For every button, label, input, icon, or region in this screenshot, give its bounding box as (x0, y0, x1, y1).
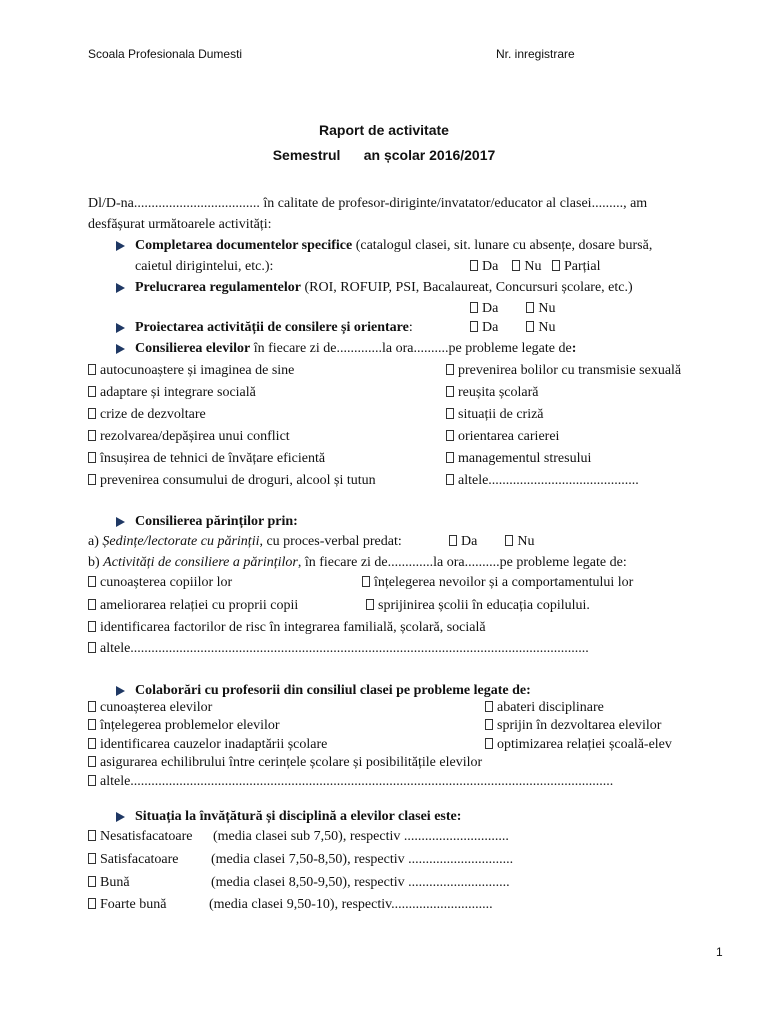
parent-meetings-line (88, 533, 402, 551)
page-number: 1 (716, 945, 723, 959)
grade-level-detail: (media clasei 7,50-8,50), respectiv .............................. (211, 852, 514, 867)
parent-meetings-label: Ședințe/lectorate cu părinții (102, 534, 260, 549)
section-documents-line-1 (135, 237, 652, 255)
checkbox-icon (88, 719, 96, 730)
checkbox-icon (485, 701, 493, 712)
checkbox-icon (88, 430, 96, 441)
student-topic-label: adaptare și integrare socială (100, 385, 256, 400)
parent-topic-label: sprijinirea școlii în educația copilului. (378, 598, 590, 613)
parent-activities-line (88, 554, 627, 572)
section-student-counseling-line (135, 340, 576, 358)
checkbox-icon (88, 701, 96, 712)
checkbox-icon (449, 535, 457, 546)
bullet-arrow-icon (116, 283, 125, 293)
section-planning-options (470, 319, 555, 337)
checkbox-icon (470, 321, 478, 332)
option-da-label: Da (461, 534, 478, 549)
page-subtitle (0, 147, 768, 163)
checkbox-icon (446, 386, 454, 397)
section-documents-title: Completarea documentelor specifice (135, 238, 353, 253)
student-topic-label: managementul stresului (458, 451, 592, 466)
student-topic-item[interactable] (446, 472, 639, 490)
checkbox-icon (485, 738, 493, 749)
checkbox-icon (88, 452, 96, 463)
option-da[interactable] (470, 259, 498, 274)
collab-topic-item[interactable] (485, 699, 604, 717)
option-nu-label: Nu (538, 301, 556, 316)
checkbox-icon (366, 599, 374, 610)
section-regulations-description: (ROI, ROFUIP, PSI, Bacalaureat, Concursuri școlare, etc.) (301, 280, 633, 295)
checkbox-icon (446, 408, 454, 419)
registration-number-label: Nr. inregistrare (496, 47, 575, 61)
student-topic-label: altele........................................... (458, 473, 639, 488)
option-partial[interactable] (552, 259, 601, 274)
checkbox-icon (362, 576, 370, 587)
student-topic-label: însușirea de tehnici de învățare eficientă (100, 451, 326, 466)
grade-level-row[interactable] (88, 851, 179, 869)
grade-level-detail: (media clasei 8,50-9,50), respectiv ............................. (211, 875, 510, 890)
collab-topic-label: abateri disciplinare (497, 700, 604, 715)
checkbox-icon (485, 719, 493, 730)
section-documents-options (470, 258, 601, 276)
parent-meetings-description: , cu proces-verbal predat: (259, 534, 402, 549)
student-topic-item[interactable] (88, 384, 256, 402)
checkbox-icon (88, 599, 96, 610)
parent-topic-item[interactable] (88, 619, 486, 637)
checkbox-icon (88, 876, 96, 887)
student-topic-item[interactable] (446, 450, 591, 468)
option-nu-label: Nu (538, 320, 556, 335)
collab-topic-label: sprijin în dezvoltarea elevilor (497, 718, 662, 733)
checkbox-icon (88, 756, 96, 767)
checkbox-icon (470, 260, 478, 271)
option-nu-label: Nu (524, 259, 542, 274)
collab-topic-item[interactable] (88, 773, 613, 791)
checkbox-icon (512, 260, 520, 271)
section-planning-title: Proiectarea activității de consilere și orientare (135, 320, 409, 335)
grade-level-label: Satisfacatoare (100, 852, 179, 867)
student-topic-label: reușita școlară (458, 385, 539, 400)
parent-topic-label: identificarea factorilor de risc în integrarea familială, școlară, socială (100, 620, 486, 635)
parent-topic-item[interactable] (362, 574, 633, 592)
parent-topic-label: ameliorarea relației cu proprii copii (100, 598, 299, 613)
parent-topic-item[interactable] (88, 597, 298, 615)
section-regulations-line (135, 279, 633, 297)
bullet-arrow-icon (116, 517, 125, 527)
grade-level-row[interactable] (88, 828, 193, 846)
section-student-counseling-colon: : (571, 341, 577, 356)
collab-topic-item[interactable] (485, 717, 661, 735)
student-topic-label: prevenirea bolilor cu transmisie sexuală (458, 363, 682, 378)
parent-topic-label: înțelegerea nevoilor și a comportamentului lor (374, 575, 634, 590)
student-topic-item[interactable] (446, 384, 538, 402)
checkbox-icon (88, 853, 96, 864)
parent-topic-label: altele................................................................................................................................... (100, 641, 589, 656)
checkbox-icon (88, 830, 96, 841)
parent-topic-item[interactable] (88, 640, 589, 658)
option-da[interactable] (470, 301, 498, 316)
collab-topic-item[interactable] (88, 699, 212, 717)
item-a-prefix: a) (88, 534, 103, 549)
section-documents-line-2: caietul dirigintelui, etc.): (135, 259, 274, 274)
student-topic-item[interactable] (88, 472, 376, 490)
student-topic-label: situații de criză (458, 407, 544, 422)
option-nu[interactable] (512, 259, 541, 274)
student-topic-item[interactable] (446, 428, 559, 446)
checkbox-icon (446, 452, 454, 463)
collab-topic-label: identificarea cauzelor inadaptării școlare (100, 737, 328, 752)
section-class-situation-title: Situația la învățătură și disciplină a elevilor clasei este: (135, 809, 462, 824)
intro-line-2: desfășurat următoarele activități: (88, 217, 272, 232)
parent-topic-item[interactable] (88, 574, 232, 592)
grade-level-label: Bună (100, 875, 130, 890)
student-topic-item[interactable] (446, 362, 681, 380)
option-nu[interactable] (526, 320, 555, 335)
checkbox-icon (470, 302, 478, 313)
checkbox-icon (526, 321, 534, 332)
student-topic-label: rezolvarea/depășirea unui conflict (100, 429, 290, 444)
option-da-label: Da (482, 259, 499, 274)
parent-activities-description: , în fiecare zi de.............la ora..........pe probleme legate de: (297, 555, 627, 570)
grade-level-label: Nesatisfacatoare (100, 829, 193, 844)
checkbox-icon (88, 775, 96, 786)
checkbox-icon (552, 260, 560, 271)
grade-level-label: Foarte bună (100, 897, 167, 912)
collab-topic-item[interactable] (485, 736, 672, 754)
section-planning-colon: : (408, 320, 413, 335)
student-topic-item[interactable] (88, 428, 290, 446)
section-regulations-options (470, 300, 555, 318)
checkbox-icon (88, 642, 96, 653)
collab-topic-label: înțelegerea problemelor elevilor (100, 718, 280, 733)
student-topic-item[interactable] (88, 450, 325, 468)
parent-activities-label: Activități de consiliere a părinților (103, 555, 298, 570)
parent-topic-label: cunoașterea copiilor lor (100, 575, 233, 590)
student-topic-item[interactable] (88, 362, 294, 380)
collab-topic-item[interactable] (88, 736, 327, 754)
checkbox-icon (446, 474, 454, 485)
section-student-counseling-description: în fiecare zi de.............la ora..........pe probleme legate de (250, 341, 572, 356)
parent-topic-item[interactable] (366, 597, 590, 615)
intro-line-1: Dl/D-na.................................... în calitate de profesor-diriginte/invatator/educator al clasei........., am (88, 196, 648, 211)
checkbox-icon (88, 408, 96, 419)
option-nu[interactable] (505, 534, 534, 549)
grade-level-detail: (media clasei sub 7,50), respectiv .............................. (213, 829, 509, 844)
page-title: Raport de activitate (319, 122, 449, 138)
collab-topic-label: altele.......................................................................................................................................... (100, 774, 614, 789)
school-name: Scoala Profesionala Dumesti (88, 47, 243, 61)
school-year-label: an școlar 2016/2017 (363, 147, 496, 163)
option-partial-label: Parțial (563, 259, 601, 274)
grade-level-detail: (media clasei 9,50-10), respectiv............................. (209, 897, 493, 912)
student-topic-item[interactable] (88, 406, 206, 424)
checkbox-icon (446, 364, 454, 375)
checkbox-icon (88, 576, 96, 587)
bullet-arrow-icon (116, 241, 125, 251)
item-b-prefix: b) (88, 555, 104, 570)
option-da[interactable] (449, 534, 477, 549)
student-topic-label: autocunoaștere și imaginea de sine (100, 363, 295, 378)
student-topic-label: prevenirea consumului de droguri, alcool și tutun (100, 473, 376, 488)
grade-level-row[interactable] (88, 874, 130, 892)
option-nu[interactable] (526, 301, 555, 316)
semester-label: Semestrul (272, 147, 341, 163)
section-teacher-collaboration-title: Colaborări cu profesorii din consiliul clasei pe probleme legate de: (135, 683, 531, 698)
bullet-arrow-icon (116, 323, 125, 333)
section-documents-description: (catalogul clasei, sit. lunare cu absențe, dosare bursă, (352, 238, 653, 253)
option-da-label: Da (482, 301, 499, 316)
option-nu-label: Nu (517, 534, 535, 549)
checkbox-icon (88, 738, 96, 749)
checkbox-icon (88, 364, 96, 375)
checkbox-icon (88, 386, 96, 397)
student-topic-item[interactable] (446, 406, 544, 424)
option-da[interactable] (470, 320, 498, 335)
collab-topic-item[interactable] (88, 754, 482, 772)
section-regulations-title: Prelucrarea regulamentelor (135, 280, 301, 295)
bullet-arrow-icon (116, 686, 125, 696)
bullet-arrow-icon (116, 344, 125, 354)
grade-level-row[interactable] (88, 896, 166, 914)
checkbox-icon (88, 474, 96, 485)
section-planning-line (135, 319, 413, 337)
parent-meetings-options (449, 533, 534, 551)
collab-topic-label: optimizarea relației școală-elev (497, 737, 672, 752)
collab-topic-label: cunoașterea elevilor (100, 700, 213, 715)
checkbox-icon (88, 898, 96, 909)
checkbox-icon (505, 535, 513, 546)
collab-topic-item[interactable] (88, 717, 280, 735)
student-topic-label: crize de dezvoltare (100, 407, 206, 422)
section-student-counseling-title: Consilierea elevilor (135, 341, 251, 356)
collab-topic-label: asigurarea echilibrului între cerințele școlare și posibilitățile elevilor (100, 755, 483, 770)
checkbox-icon (88, 621, 96, 632)
student-topic-label: orientarea carierei (458, 429, 560, 444)
checkbox-icon (526, 302, 534, 313)
bullet-arrow-icon (116, 812, 125, 822)
section-parent-counseling-title: Consilierea părinților prin: (135, 514, 298, 529)
option-da-label: Da (482, 320, 499, 335)
checkbox-icon (446, 430, 454, 441)
